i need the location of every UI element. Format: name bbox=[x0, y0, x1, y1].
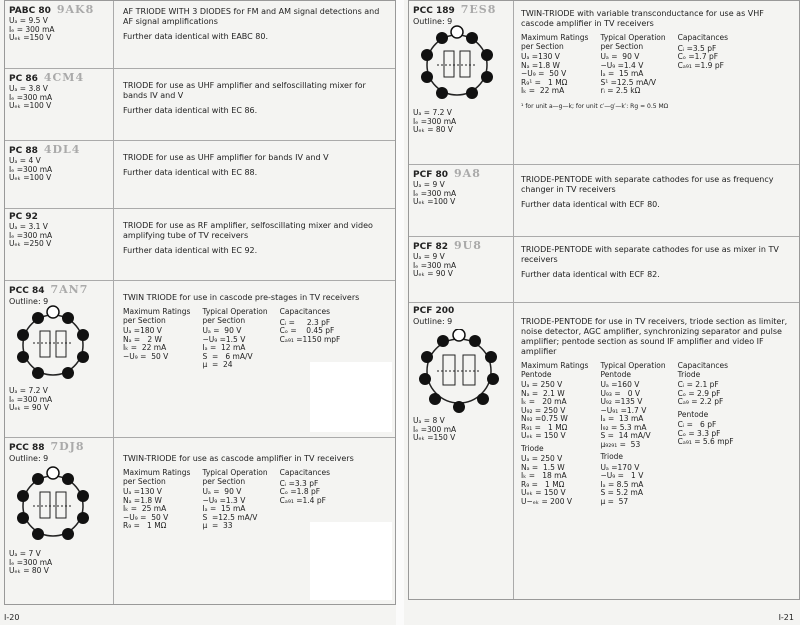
capacitances: Cᵢ = 2.3 pF Cₒ = 0.45 pF Cₐ₉₁ =1150 mpF bbox=[279, 317, 341, 344]
max-ratings-header: Maximum Ratings per Section bbox=[123, 468, 191, 486]
capacitances: Cᵢ =3.5 pF Cₒ =1.7 pF Cₐ₉₁ =1.9 pF bbox=[677, 43, 724, 70]
further-data: Further data identical with ECF 80. bbox=[521, 200, 660, 209]
right-table bbox=[408, 0, 800, 600]
tube-name: PABC 80 bbox=[9, 6, 51, 16]
tube-spec: Uₐ = 9 V Iₑ =300 mA Uₑₖ = 90 V bbox=[413, 252, 457, 278]
tube-name: PCF 200 bbox=[413, 306, 455, 316]
triode-typical-header: Triode bbox=[600, 452, 624, 461]
capacitances: Cᵢ =3.3 pF Cₒ =1.8 pF Cₐ₉₁ =1.4 pF bbox=[279, 478, 326, 505]
left-page bbox=[0, 0, 396, 625]
max-ratings: Uₐ =130 V Nₐ =1.8 W −U₉ = 50 V R₉¹ = 1 MΩ Iₖ = 22 mA bbox=[521, 52, 568, 95]
triode-header: Triode bbox=[521, 443, 544, 453]
triode-max-ratings: Uₐ = 250 V Nₐ = 1.5 W Iₖ = 18 mA R₉ = 1 MΩ Uₑₖ = 150 V U−ₑₖ = 200 V bbox=[521, 454, 572, 506]
handwritten-note: 9AK8 bbox=[56, 3, 95, 16]
tube-spec: Uₐ = 3.8 V Iₑ =300 mA Uₑₖ =100 V bbox=[9, 84, 53, 110]
handwritten-note: 9U8 bbox=[454, 239, 482, 252]
triode-typical-operation: Uₐ =170 V −U₉ = 1 V Iₐ = 8.5 mA S = 5.2 mA μ = 57 bbox=[600, 462, 644, 506]
left-table bbox=[4, 0, 396, 605]
tube-description: TRIODE-PENTODE for use in TV receivers, triode section as limiter, noise detector, AGC amplifier, synchronizing separator and pulse amplifier; pentode section as sound IF amplifier and video IF amplifier bbox=[521, 317, 788, 356]
tube-name: PCC 84 bbox=[9, 286, 45, 296]
tube-pinout-diagram bbox=[417, 25, 497, 103]
tube-entry bbox=[5, 1, 395, 69]
blank-area bbox=[310, 362, 392, 432]
typical-operation: Uₐ = 90 V −U₉ =1.4 V Iₐ = 15 mA S¹ =12.5 mA/V rᵢ = 2.5 kΩ bbox=[600, 52, 657, 95]
max-ratings-header: Maximum Ratings per Section bbox=[521, 33, 589, 51]
blank-area bbox=[310, 522, 392, 600]
handwritten-note: 7ES8 bbox=[460, 3, 497, 16]
tube-entry bbox=[409, 1, 799, 165]
typical-operation-header: Typical Operation per Section bbox=[600, 33, 666, 51]
tube-description: TWIN-TRIODE for use as cascode amplifier in TV receivers bbox=[123, 454, 354, 463]
further-data: Further data identical with EABC 80. bbox=[123, 32, 269, 41]
page-spine bbox=[396, 0, 404, 625]
tube-description: TRIODE-PENTODE with separate cathodes for use as mixer in TV receivers bbox=[521, 245, 779, 264]
page-number: I-20 bbox=[4, 613, 20, 622]
max-ratings: Uₐ = 250 V Nₐ = 2.1 W Iₖ = 20 mA U₉₂ = 250 V N₉₂ =0.75 W R₉₁ = 1 MΩ Uₑₖ = 150 V bbox=[521, 380, 568, 440]
further-data: Further data identical with ECF 82. bbox=[521, 270, 660, 279]
tube-name: PC 86 bbox=[9, 74, 38, 84]
typical-operation-header: Typical Operation per Section bbox=[202, 468, 268, 486]
further-data: Further data identical with EC 86. bbox=[123, 106, 258, 115]
tube-description: TRIODE for use as UHF amplifier for bands IV and V bbox=[123, 153, 329, 162]
tube-name: PCC 189 bbox=[413, 6, 455, 16]
tube-spec: Uₐ = 3.1 V Iₑ =300 mA Uₑₖ =250 V bbox=[9, 222, 53, 248]
tube-description: TRIODE for use as RF amplifier, selfoscillating mixer and video amplifying tube of TV receivers bbox=[123, 221, 373, 240]
tube-description: AF TRIODE WITH 3 DIODES for FM and AM signal detections and AF signal amplifications bbox=[123, 7, 380, 26]
typical-operation: Uₐ = 90 V −U₉ =1.3 V Iₐ = 15 mA S =12.5 mA/V μ = 33 bbox=[202, 487, 258, 530]
tube-entry bbox=[5, 69, 395, 141]
tube-pinout-diagram bbox=[13, 466, 93, 544]
tube-spec: Uₐ = 7.2 V Iₑ =300 mA Uₑₖ = 90 V bbox=[9, 386, 53, 412]
tube-name: PCF 82 bbox=[413, 242, 449, 252]
pentode-capacitances-header: Pentode bbox=[677, 409, 709, 419]
max-ratings: Uₐ =130 V Nₐ =1.8 W Iₖ = 25 mA −U₉ = 50 V R₉ = 1 MΩ bbox=[123, 487, 169, 530]
tube-entry bbox=[409, 237, 799, 303]
handwritten-note: 9A8 bbox=[454, 167, 481, 180]
capacitances-header: Capacitances bbox=[677, 33, 728, 42]
capacitances-header: Capacitances bbox=[279, 307, 330, 316]
outline-label: Outline: 9 bbox=[9, 454, 49, 463]
tube-spec: Uₐ = 4 V Iₑ =300 mA Uₑₖ =100 V bbox=[9, 156, 53, 182]
typical-operation: Uₐ = 90 V −U₉ =1.5 V Iₐ = 12 mA S = 6 mA/V μ = 24 bbox=[202, 326, 253, 369]
further-data: Further data identical with EC 92. bbox=[123, 246, 258, 255]
max-ratings: Uₐ =180 V Nₐ = 2 W Iₖ = 22 mA −U₉ = 50 V bbox=[123, 326, 169, 361]
tube-entry bbox=[5, 141, 395, 209]
capacitances-header: Capacitances bbox=[279, 468, 330, 477]
tube-spec: Uₐ = 9 V Iₑ =300 mA Uₑₖ =100 V bbox=[413, 180, 457, 206]
typical-operation: Uₐ =160 V U₉₃ = 0 V U₉₂ =135 V −U₉₁ =1.7 V Iₐ = 13 mA I₉₂ = 5.3 mA S = 14 mA/V μ₉₂₉₁ = 53 bbox=[600, 380, 651, 449]
handwritten-note: 4DL4 bbox=[43, 143, 81, 156]
tube-description: TRIODE-PENTODE with separate cathodes for use as frequency changer in TV receivers bbox=[521, 175, 774, 194]
max-ratings-header: Maximum Ratings per Section bbox=[123, 307, 191, 325]
tube-description: TWIN-TRIODE with variable transconductance for use as VHF cascode amplifier in TV receivers bbox=[521, 9, 764, 28]
handwritten-note: 4CM4 bbox=[43, 71, 85, 84]
tube-name: PC 92 bbox=[9, 212, 38, 222]
outline-label: Outline: 9 bbox=[413, 17, 453, 26]
tube-description: TRIODE for use as UHF amplifier and selfoscillating mixer for bands IV and V bbox=[123, 81, 366, 100]
page-number: I-21 bbox=[778, 613, 794, 622]
pentode-capacitances: Cᵢ = 6 pF Cₒ = 3.3 pF Cₐ₉₁ = 5.6 mpF bbox=[677, 420, 734, 446]
tube-pinout-diagram bbox=[13, 305, 93, 383]
tube-spec: Uₐ = 7.2 V Iₑ =300 mA Uₑₖ = 80 V bbox=[413, 108, 457, 134]
further-data: Further data identical with EC 88. bbox=[123, 168, 258, 177]
outline-label: Outline: 9 bbox=[413, 317, 453, 326]
typical-operation-header: Typical Operation per Section bbox=[202, 307, 268, 325]
handwritten-note: 7DJ8 bbox=[50, 440, 85, 453]
tube-entry bbox=[5, 209, 395, 281]
tube-name: PC 88 bbox=[9, 146, 38, 156]
tube-spec: Uₐ = 7 V Iₑ =300 mA Uₑₖ = 80 V bbox=[9, 549, 53, 575]
tube-name: PCF 80 bbox=[413, 170, 449, 180]
tube-entry bbox=[409, 165, 799, 237]
tube-entry bbox=[409, 303, 799, 601]
tube-spec: Uₐ = 9.5 V Iₑ = 300 mA Uₑₖ =150 V bbox=[9, 16, 55, 42]
capacitances: Cᵢ = 2.1 pF Cₒ = 2.9 pF Cₐ₉ = 2.2 pF bbox=[677, 380, 724, 406]
right-page bbox=[404, 0, 800, 625]
tube-description: TWIN TRIODE for use in cascode pre-stages in TV receivers bbox=[123, 293, 360, 302]
tube-pinout-diagram bbox=[417, 329, 501, 413]
outline-label: Outline: 9 bbox=[9, 297, 49, 306]
capacitances-header: Capacitances Triode bbox=[677, 361, 728, 379]
footnote: ¹ for unit a—g—k; for unit c′—g′—k′: Rg = 0.5 MΩ bbox=[521, 102, 669, 110]
tube-name: PCC 88 bbox=[9, 443, 45, 453]
handwritten-note: 7AN7 bbox=[50, 283, 89, 296]
max-ratings-header: Maximum Ratings Pentode bbox=[521, 361, 589, 379]
tube-spec: Uₐ = 8 V Iₑ =300 mA Uₑₖ =150 V bbox=[413, 416, 457, 442]
typical-operation-header: Typical Operation Pentode bbox=[600, 361, 666, 379]
